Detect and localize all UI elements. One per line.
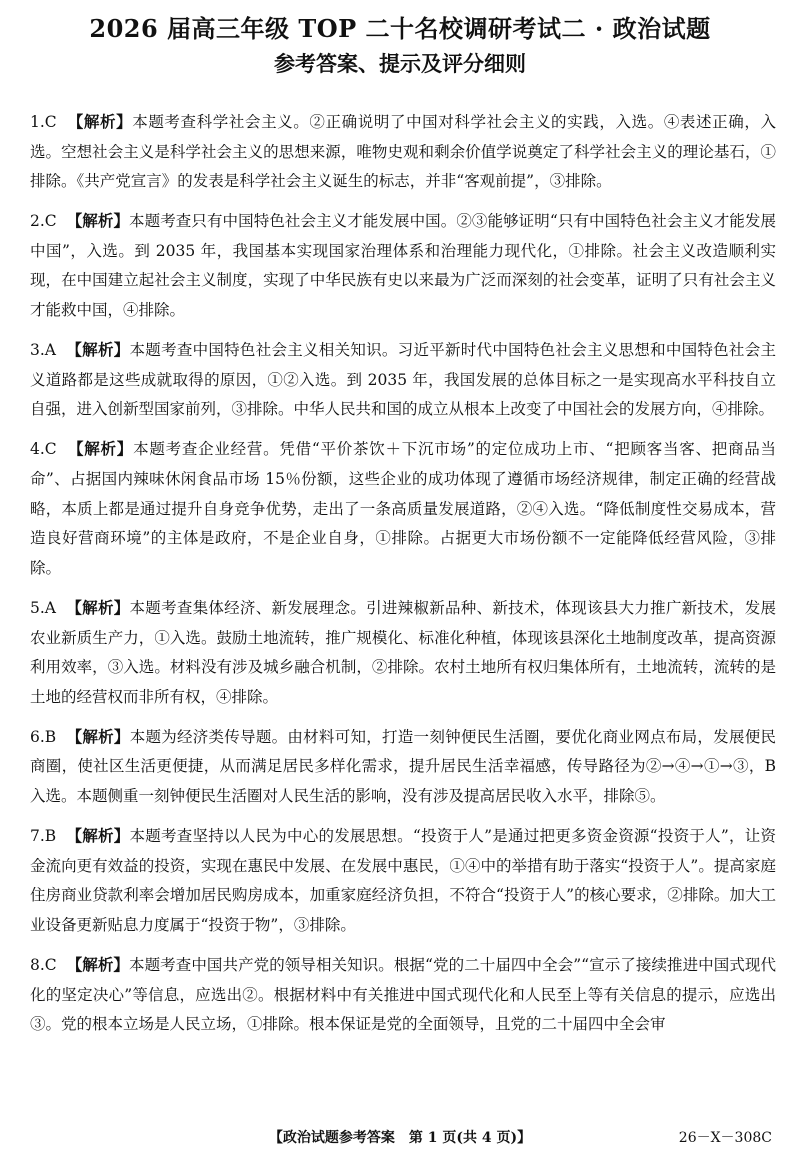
answer-list <box>30 107 776 1049</box>
question-number: 6. <box>30 727 45 746</box>
analysis-tag: 【解析】 <box>66 826 130 846</box>
answer-choice: C <box>44 113 57 131</box>
analysis-tag: 【解析】 <box>66 597 130 617</box>
question-number: 1. <box>30 113 45 131</box>
answer-choice: C <box>44 955 57 974</box>
analysis-text: 本题考查中国共产党的领导相关知识。根据“党的二十届四中全会”“宣示了接续推进中国式现代化的坚定决心”等信息，应选出②。根据材料中有关推进中国式现代化和人民至上等有关信息的提示，应选出③。党的根本立场是人民立场，①排除。根本保证是党的全面领导，且党的二十届四中全会审 <box>30 955 776 1034</box>
document-subtitle: 参考答案、提示及评分细则 <box>274 51 526 76</box>
analysis-text: 本题考查集体经济、新发展理念。引进辣椒新品种、新技术，体现该县大力推广新技术，发展农业新质生产力，①入选。鼓励土地流转，推广规模化、标准化种植，体现该县深化土地制度改革，提高资源利用效率，③入选。材料没有涉及城乡融合机制，②排除。农村土地所有权归集体所有，土地流转，流转的是土地的经营权而非所有权，④排除。 <box>30 598 776 706</box>
answer-choice: B <box>44 727 57 746</box>
analysis-text: 本题考查科学社会主义。②正确说明了中国对科学社会主义的实践，入选。④表述正确，入选。空想社会主义是科学社会主义的思想来源，唯物史观和剩余价值学说奠定了科学社会主义的理论基石，①排除。《共产党宣言》的发表是科学社会主义诞生的标志，并非“客观前提”，③排除。 <box>30 113 776 191</box>
analysis-text: 本题考查只有中国特色社会主义才能发展中国。②③能够证明“只有中国特色社会主义才能发展中国”，入选。到 2035 年，我国基本实现国家治理体系和治理能力现代化，①排除。社会主义改造顺利实现，在中国建立起社会主义制度，实现了中华民族有史以来最为广泛而深刻的社会变革，证明了只有社会主义才能救中国，④排除。 <box>30 212 776 320</box>
analysis-tag: 【解析】 <box>66 340 130 360</box>
analysis-tag: 【解析】 <box>67 112 133 131</box>
analysis-text: 本题考查企业经营。凭借“平价茶饮＋下沉市场”的定位成功上市、“把顾客当客、把商品当命”、占据国内辣味休闲食品市场 15％份额，这些企业的成功体现了遵循市场经济规律，制定正确的经营战略，本质上都是通过提升自身竞争优势，走出了一条高质量发展道路，②④入选。“降低制度性交易成本，营造良好营商环境”的主体是政府，不是企业自身，①排除。占据更大市场份额不一定能降低经营风险，③排除。 <box>30 440 776 577</box>
answer-choice: B <box>44 827 57 846</box>
page-footer <box>0 1125 800 1151</box>
analysis-tag: 【解析】 <box>68 439 134 459</box>
analysis-tag: 【解析】 <box>66 726 130 746</box>
analysis-tag: 【解析】 <box>66 211 130 231</box>
answer-choice: A <box>44 341 56 360</box>
answer-choice: C <box>44 212 57 231</box>
answer-item-3 <box>30 335 776 425</box>
answer-item-4 <box>30 434 776 583</box>
footer-exam-code: 26－X－308C <box>678 1130 772 1146</box>
analysis-text: 本题为经济类传导题。由材料可知，打造一刻钟便民生活圈，要优化商业网点布局，发展便民商圈，使社区生活更便捷，从而满足居民多样化需求，提升居民生活幸福感，传导路径为②→④→①→③，B 入选。本题侧重一刻钟便民生活圈对人民生活的影响，没有涉及提高居民收入水平，排除⑤。 <box>30 727 776 805</box>
answer-item-8 <box>30 950 776 1040</box>
answer-item-1 <box>30 107 776 197</box>
question-number: 8. <box>30 955 45 974</box>
question-number: 5. <box>30 598 45 617</box>
answer-item-7 <box>30 821 776 940</box>
answer-item-2 <box>30 206 776 325</box>
answer-choice: A <box>44 598 56 617</box>
analysis-text: 本题考查中国特色社会主义相关知识。习近平新时代中国特色社会主义思想和中国特色社会主义道路都是这些成就取得的原因，①②入选。到 2035 年，我国发展的总体目标之一是实现高水平科技自立自强，进入创新型国家前列，③排除。中华人民共和国的成立从根本上改变了中国社会的发展方向，④排除。 <box>30 341 776 419</box>
analysis-text: 本题考查坚持以人民为中心的发展思想。“投资于人”是通过把更多资金资源“投资于人”，让资金流向更有效益的投资，实现在惠民中发展、在发展中惠民，①④中的举措有助于落实“投资于人”。提高家庭住房商业贷款利率会增加居民购房成本，加重家庭经济负担，不符合“投资于人”的核心要求，②排除。加大工业设备更新贴息力度属于“投资于物”，③排除。 <box>30 827 776 934</box>
question-number: 4. <box>30 440 45 459</box>
answer-item-6 <box>30 722 776 812</box>
question-number: 2. <box>30 212 45 231</box>
question-number: 7. <box>30 827 45 846</box>
answer-item-5 <box>30 593 776 712</box>
question-number: 3. <box>30 341 45 360</box>
answer-choice: C <box>44 440 57 459</box>
analysis-tag: 【解析】 <box>66 954 130 974</box>
document-title: 2026 届高三年级 TOP 二十名校调研考试二 · 政治试题 <box>89 14 711 43</box>
footer-page-label: 【政治试题参考答案 第 1 页(共 4 页)】 <box>268 1130 532 1146</box>
